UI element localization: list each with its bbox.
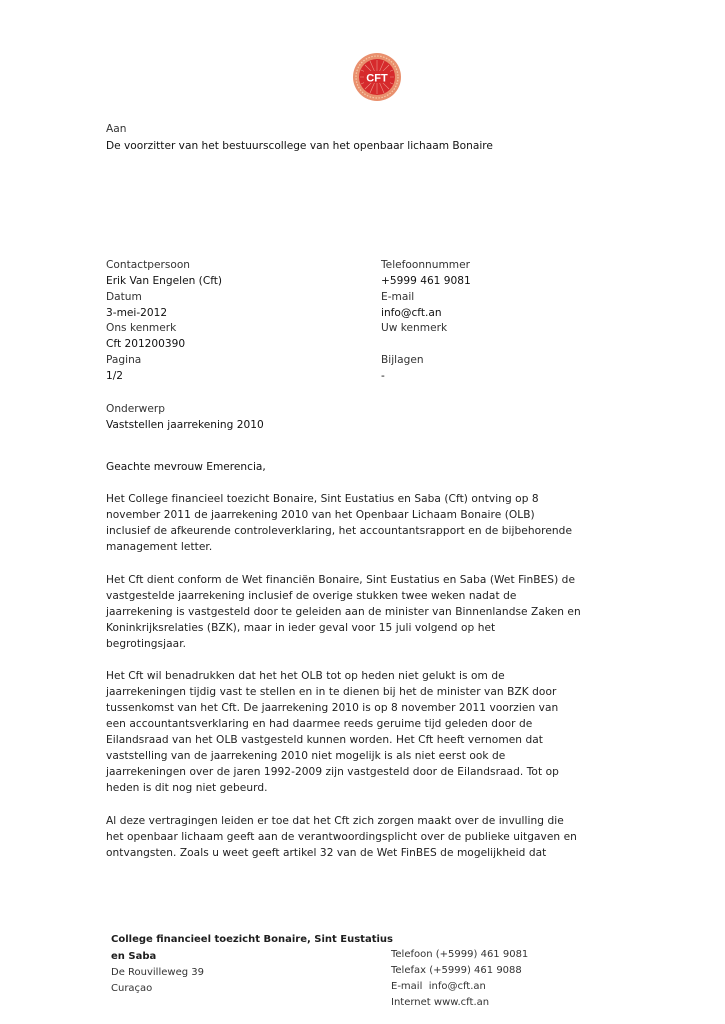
- paragraph-line: heden is dit nog niet gebeurd.: [106, 782, 268, 794]
- footer-address-line-2: Curaçao: [111, 983, 153, 994]
- paragraph-line: november 2011 de jaarrekening 2010 van het Openbaar Lichaam Bonaire (OLB): [106, 509, 535, 521]
- paragraph-line: Koninkrijksrelaties (BZK), maar in ieder geval voor 15 juli volgend op het: [106, 622, 496, 634]
- paragraph-line: Het College financieel toezicht Bonaire, Sint Eustatius en Saba (Cft) ontving op 8: [106, 493, 539, 505]
- footer-org-line-2: en Saba: [111, 951, 157, 962]
- phone-value: +5999 461 9081: [381, 275, 471, 287]
- page-label: Pagina: [106, 354, 142, 366]
- subject-label: Onderwerp: [106, 403, 165, 415]
- our-ref-value: Cft 201200390: [106, 338, 186, 350]
- footer-address-line-1: De Rouvilleweg 39: [111, 967, 204, 978]
- paragraph-line: vastgestelde jaarrekening inclusief de overige stukken twee weken nadat de: [106, 590, 517, 602]
- paragraph-line: jaarrekeningen tijdig vast te stellen en in te dienen bij het de minister van BZK door: [106, 686, 557, 698]
- paragraph-line: Al deze vertragingen leiden er toe dat het Cft zich zorgen maakt over de invulling die: [106, 815, 564, 827]
- page-value: 1/2: [106, 370, 124, 382]
- phone-label: Telefoonnummer: [381, 259, 470, 271]
- email-label: E-mail: [381, 291, 415, 303]
- date-value: 3-mei-2012: [106, 307, 168, 319]
- paragraph-line: tussenkomst van het Cft. De jaarrekening 2010 is op 8 november 2011 voorzien van: [106, 702, 559, 714]
- footer-org-line-1: College financieel toezicht Bonaire, Sint Eustatius: [111, 934, 393, 945]
- paragraph-line: jaarrekeningen over de jaren 1992-2009 zijn vastgesteld door de Eilandsraad. Tot op: [106, 766, 559, 778]
- our-ref-label: Ons kenmerk: [106, 322, 177, 334]
- addressee-name: De voorzitter van het bestuurscollege van het openbaar lichaam Bonaire: [106, 140, 493, 152]
- subject-value: Vaststellen jaarrekening 2010: [106, 419, 264, 431]
- paragraph-line: inclusief de afkeurende controleverklaring, het accountantsrapport en de bijbehorende: [106, 525, 573, 537]
- svg-text:CFT: CFT: [366, 72, 388, 85]
- paragraph-line: Het Cft wil benadrukken dat het het OLB tot op heden niet gelukt is om de: [106, 670, 505, 682]
- paragraph-line: Het Cft dient conform de Wet financiën Bonaire, Sint Eustatius en Saba (Wet FinBES) de: [106, 574, 576, 586]
- paragraph-line: Eilandsraad van het OLB vastgesteld kunnen worden. Het Cft heeft vernomen dat: [106, 734, 543, 746]
- your-ref-label: Uw kenmerk: [381, 322, 448, 334]
- contact-value: Erik Van Engelen (Cft): [106, 275, 223, 287]
- cft-logo-icon: [352, 52, 402, 102]
- paragraph-line: ontvangsten. Zoals u weet geeft artikel 32 van de Wet FinBES de mogelijkheid dat: [106, 847, 547, 859]
- paragraph-line: het openbaar lichaam geeft aan de verantwoordingsplicht over de publieke uitgaven en: [106, 831, 577, 843]
- paragraph-line: vaststelling van de jaarrekening 2010 niet mogelijk is als niet eerst ook de: [106, 750, 506, 762]
- email-value: info@cft.an: [381, 307, 442, 319]
- paragraph-line: begrotingsjaar.: [106, 638, 187, 650]
- footer-fax: Telefax (+5999) 461 9088: [391, 965, 522, 976]
- attachments-label: Bijlagen: [381, 354, 424, 366]
- salutation: Geachte mevrouw Emerencia,: [106, 461, 266, 473]
- footer-phone: Telefoon (+5999) 461 9081: [391, 949, 529, 960]
- footer-internet: Internet www.cft.an: [391, 997, 490, 1008]
- footer-email: E-mail info@cft.an: [391, 981, 486, 992]
- date-label: Datum: [106, 291, 142, 303]
- cft-logo: [352, 52, 402, 102]
- attachments-value: -: [381, 370, 385, 382]
- paragraph-line: jaarrekening is vastgesteld door te geleiden aan de minister van Binnenlandse Zaken en: [106, 606, 581, 618]
- paragraph-line: management letter.: [106, 541, 213, 553]
- paragraph-line: een accountantsverklaring en had daarmee reeds geruime tijd geleden door de: [106, 718, 533, 730]
- contact-label: Contactpersoon: [106, 259, 191, 271]
- addressee-label: Aan: [106, 123, 127, 135]
